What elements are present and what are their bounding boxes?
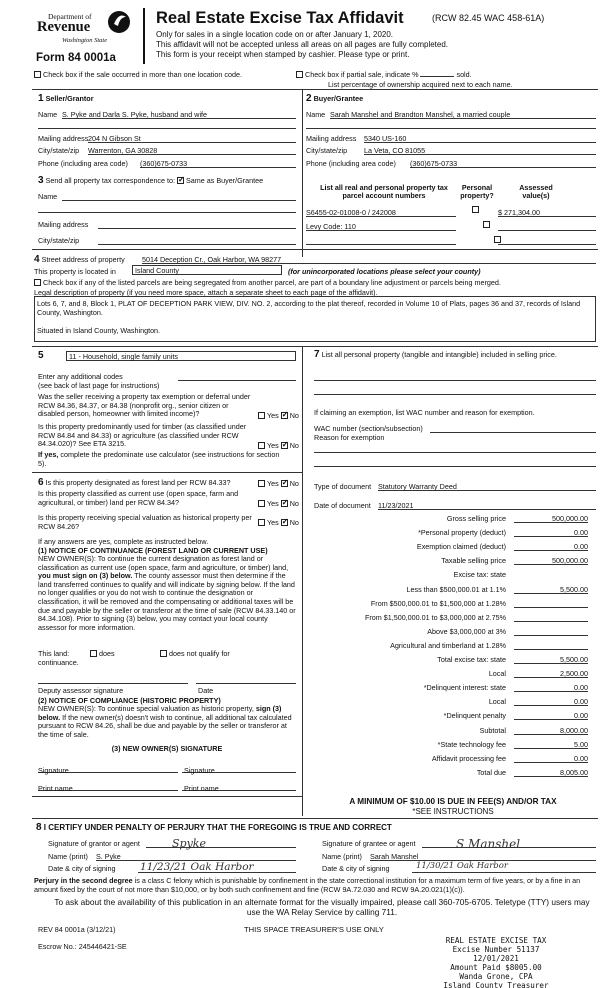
- section8-number: 8: [36, 822, 42, 833]
- new-owner-print2-label: Print name: [184, 784, 219, 793]
- land-does-label: does: [99, 649, 115, 658]
- certify-statement: [36, 822, 392, 833]
- notice-continuance-a: NEW OWNER(S): To continue the current designation as forest land or classification as current use (open space, farm and agriculture, or timber) land,: [38, 554, 289, 572]
- calc-value-field[interactable]: 8,005.00: [514, 768, 588, 777]
- notice-compliance-title: (2) NOTICE OF COMPLIANCE (HISTORIC PROPERTY): [38, 696, 221, 705]
- forest-yes-label: Yes: [267, 479, 279, 488]
- section3-mail-label: Mailing address: [38, 220, 89, 229]
- legal-description-field[interactable]: [34, 296, 596, 342]
- exemption-yes-label: Yes: [267, 411, 279, 420]
- buyer-name-label: Name: [306, 110, 326, 119]
- buyer-name-line2: [306, 128, 596, 129]
- calc-label: Subtotal: [479, 725, 506, 735]
- form-title: Real Estate Excise Tax Affidavit: [156, 9, 404, 27]
- calc-label: Total due: [476, 767, 506, 777]
- calc-label: Local: [488, 697, 506, 707]
- parcel-1-field[interactable]: S6455-02-01008-0 / 242008: [306, 208, 456, 217]
- buyer-city-label: City/state/zip: [306, 146, 348, 155]
- partial-percent-field[interactable]: [420, 70, 454, 77]
- section5-number: 5: [38, 350, 44, 361]
- calc-row: [310, 514, 596, 525]
- calc-row: [310, 613, 596, 624]
- buyer-phone-label: Phone (including area code): [306, 159, 396, 168]
- perjury-text: is a class C felony which is punishable by confinement in the state correctional institution for a maximum term of five years, or by a fine in an amount fixed by the court of not more than $10,000, or by both such confinement and fine (RCW 9A.72.030 and RCW 9A.20.021(1)(c)).: [34, 876, 581, 894]
- stamp-line: Wanda Grone, CPA: [459, 972, 533, 981]
- partial-sale-checkbox[interactable]: [296, 71, 303, 78]
- seller-name-field[interactable]: S. Pyke and Darla S. Pyke, husband and wife: [62, 110, 296, 119]
- land-does-checkbox[interactable]: [90, 650, 97, 657]
- timber-note: [38, 451, 288, 468]
- land-does-not-checkbox[interactable]: [160, 650, 167, 657]
- calc-value-field[interactable]: 0.00: [514, 711, 588, 720]
- calc-value-field[interactable]: 500,000.00: [514, 556, 588, 565]
- buyer-city-field[interactable]: La Veta, CO 81055: [364, 146, 596, 155]
- calc-value-field[interactable]: [514, 599, 588, 608]
- calc-label: From $500,000.01 to $1,500,000 at 1.28%: [370, 598, 506, 608]
- calc-value-field[interactable]: 0.00: [514, 542, 588, 551]
- located-in-label: This property is located in: [34, 267, 116, 276]
- assessed-col-header: Assessed value(s): [519, 183, 553, 200]
- treasurer-use-label: THIS SPACE TREASURER'S USE ONLY: [244, 925, 384, 934]
- exemption-reason-line1[interactable]: [314, 452, 596, 453]
- grantor-name-label: Name (print): [48, 852, 88, 861]
- stamp-line: Island County Treasurer: [443, 981, 549, 988]
- buyer-mail-field[interactable]: 5340 US-160: [364, 134, 596, 143]
- center-rule: [302, 89, 303, 257]
- personal-property-line2[interactable]: [314, 394, 596, 395]
- calc-value-field[interactable]: 0.00: [514, 683, 588, 692]
- calc-label: *Delinquent penalty: [443, 711, 506, 721]
- current-use-yes-label: Yes: [267, 499, 279, 508]
- minimum-fee-note: A MINIMUM OF $10.00 IS DUE IN FEE(S) AND/OR TAX: [349, 797, 557, 806]
- timber-question: Is this property predominantly used for timber (as classified under RCW 84.84 and 84.33) or agriculture (as classified under RCW 84.34.020)? See ETA 3215.: [38, 422, 247, 448]
- calc-row: [310, 627, 596, 638]
- partial-sold-label: sold.: [456, 70, 472, 79]
- calc-row: [310, 585, 596, 596]
- exemption-reason-label: Reason for exemption: [314, 433, 385, 442]
- assessed-2-field[interactable]: [498, 222, 596, 231]
- grantee-signature-field[interactable]: [422, 837, 596, 851]
- section3-city-field[interactable]: [98, 236, 296, 245]
- calc-row: [310, 726, 596, 737]
- county-note: (for unincorporated locations please select your county): [288, 267, 481, 276]
- notice-compliance-body: [38, 705, 296, 739]
- personal-property-list: [314, 350, 564, 359]
- calc-label: Above $3,000,000 at 3%: [427, 626, 506, 636]
- current-use-yes-checkbox[interactable]: [258, 500, 265, 507]
- wac-number-label: WAC number (section/subsection): [314, 424, 423, 433]
- exemption-claim-label: If claiming an exemption, list WAC number and reason for exemption.: [314, 408, 535, 417]
- historic-yes-label: Yes: [267, 518, 279, 527]
- perjury-notice: [34, 877, 598, 894]
- calc-value-field[interactable]: 2,500.00: [514, 669, 588, 678]
- escrow-number: Escrow No.: 245446421-SE: [38, 942, 127, 951]
- partial-list-note: List percentage of ownership acquired next to each name.: [328, 80, 513, 89]
- stamp-line: Amount Paid $8005.00: [450, 963, 542, 972]
- seller-city-label: City/state/zip: [38, 146, 80, 155]
- seller-city-field[interactable]: Warrenton, GA 30828: [88, 146, 296, 155]
- calc-row: [310, 683, 596, 694]
- calc-value-field[interactable]: 500,000.00: [514, 514, 588, 523]
- personal-property-1-checkbox[interactable]: [472, 206, 479, 213]
- calc-value-field[interactable]: 0.00: [514, 754, 588, 763]
- partial-sale-check[interactable]: [296, 70, 472, 79]
- grantee-signature-hw: S Manshel: [456, 837, 521, 851]
- notice-continuance-body: [38, 555, 296, 632]
- deputy-date-line[interactable]: [196, 683, 296, 684]
- header-sub1: Only for sales in a single location code on or after January 1, 2020.: [156, 30, 394, 39]
- new-owner-sig2-label: Signature: [184, 766, 215, 775]
- segregated-label: Check box if any of the listed parcels are being segregated from another parcel, are part of a boundary line adjustment or parcels being merged.: [43, 278, 501, 287]
- section8-rule: [32, 818, 598, 819]
- current-use-yes-no[interactable]: [258, 499, 299, 508]
- section8-rule-left: [32, 796, 302, 797]
- header-sub3: This form is your receipt when stamped by cashier. Please type or print.: [156, 50, 410, 59]
- new-owner-sig1-label: Signature: [38, 766, 69, 775]
- forest-yes-checkbox[interactable]: [258, 480, 265, 487]
- section3-name-line2: [38, 212, 296, 213]
- timber-yes-label: Yes: [267, 441, 279, 450]
- grantee-name-label: Name (print): [322, 852, 362, 861]
- this-land-label: This land:: [38, 649, 70, 658]
- parcel-2-field[interactable]: Levy Code: 110: [306, 222, 456, 231]
- calc-label: Affidavit processing fee: [431, 753, 506, 763]
- stamp-line: REAL ESTATE EXCISE TAX: [445, 936, 547, 945]
- form-rcw: (RCW 82.45 WAC 458-61A): [432, 13, 545, 23]
- current-use-no-label: No: [289, 499, 299, 508]
- calc-row: [310, 556, 596, 567]
- calc-row: [310, 740, 596, 751]
- calc-row: [310, 528, 596, 539]
- calc-label: *State technology fee: [437, 739, 506, 749]
- doc-date-label: Date of document: [314, 501, 371, 510]
- current-use-question: Is this property classified as current use (open space, farm and agricultural, or timber) land per RCW 84.34?: [38, 489, 239, 507]
- doc-type-field[interactable]: Statutory Warranty Deed: [378, 482, 596, 491]
- historic-no-label: No: [289, 518, 299, 527]
- calc-row: [310, 655, 596, 666]
- stamp-line: 12/01/2021: [473, 954, 519, 963]
- notice-continuance-b: you must sign on (3) below.: [38, 571, 133, 581]
- assessed-1-field[interactable]: $ 271,304.00: [498, 208, 596, 217]
- timber-note-text: complete the predominate use calculator (see instructions for section 5).: [38, 450, 280, 468]
- forest-yes-no[interactable]: [258, 479, 299, 488]
- notice-continuance-title: (1) NOTICE OF CONTINUANCE (FOREST LAND OR CURRENT USE): [38, 546, 268, 555]
- county-select[interactable]: Island County: [132, 265, 282, 275]
- logo-dept-line: Department of: [48, 12, 92, 21]
- additional-codes-field[interactable]: [178, 372, 296, 381]
- calc-value-field[interactable]: 0.00: [514, 528, 588, 537]
- historic-yes-no[interactable]: [258, 518, 299, 527]
- exemption-reason-line2[interactable]: [314, 466, 596, 467]
- calc-label: *Personal property (deduct): [418, 528, 506, 538]
- seller-section-number: 1: [38, 93, 44, 104]
- multi-location-label: Check box if the sale occurred in more than one location code.: [43, 70, 242, 79]
- dor-logo: [34, 8, 134, 56]
- grantee-sig-label: Signature of grantee or agent: [322, 839, 416, 848]
- current-use-no-checkbox[interactable]: [281, 500, 288, 507]
- section5-rule: [32, 346, 598, 347]
- calc-value-field[interactable]: 5.00: [514, 740, 588, 749]
- timber-note-bold: If yes,: [38, 450, 59, 459]
- timber-yes-checkbox[interactable]: [258, 442, 265, 449]
- forest-question-text: Is this property designated as forest land per RCW 84.33?: [45, 478, 231, 487]
- deputy-signature-line[interactable]: [38, 683, 188, 684]
- historic-no-checkbox[interactable]: [281, 519, 288, 526]
- new-owner-print1-label: Print name: [38, 784, 73, 793]
- grantor-signature-field[interactable]: [146, 837, 296, 848]
- grantor-date-field[interactable]: [138, 861, 296, 873]
- calc-row: [310, 570, 596, 581]
- calc-label: Less than $500,000.01 at 1.1%: [406, 584, 506, 594]
- street-address-field[interactable]: 5014 Deception Cr., Oak Harbor, WA 98277: [142, 255, 596, 264]
- same-as-buyer-label: Same as Buyer/Grantee: [186, 176, 264, 185]
- calc-label: Total excise tax: state: [437, 655, 506, 664]
- property-use-select[interactable]: 11 - Household, single family units: [66, 351, 296, 361]
- section3-text: Send all property tax correspondence to:: [45, 176, 176, 185]
- calc-value-field[interactable]: 5,500.00: [514, 585, 588, 594]
- calc-label: Excise tax: state: [453, 570, 506, 580]
- buyer-phone-field[interactable]: (360)675-0733: [410, 159, 596, 168]
- street-address-label: Street address of property: [41, 255, 125, 264]
- top-rule: [32, 89, 598, 90]
- section3-mail-field[interactable]: [98, 220, 296, 229]
- calc-label: Local: [488, 669, 506, 679]
- doc-type-label: Type of document: [314, 482, 372, 491]
- logo-swirl-icon: [106, 8, 132, 36]
- exemption-question: Was the seller receiving a property tax exemption or deferral under RCW 84.36, 84.37, or 84.38 (nonprofit org., senior citizen or disabled person, homeowner with limited income)?: [38, 392, 251, 418]
- legal-description-text: Lots 6, 7, and 8, Block 1, PLAT OF DECEPTION PARK VIEW, DIV. NO. 2, according to the plat thereof, recorded in Volume 10 of Plats, pages 36 and 37, records of Island County, Washington.: [37, 299, 581, 317]
- notice-compliance-c: If the new owner(s) doesn't wish to continue, all additional tax calculated pursuant to RCW 84.26, shall be due and payable by the seller or transferor at the time of sale.: [38, 712, 292, 739]
- seller-phone-field[interactable]: (360)675-0733: [140, 159, 296, 168]
- calc-row: [310, 697, 596, 708]
- buyer-mail-label: Mailing address: [306, 134, 357, 143]
- historic-question: Is this property receiving special valuation as historical property per RCW 84.26?: [38, 513, 252, 531]
- section3-name-field[interactable]: [62, 192, 296, 201]
- seller-mail-label: Mailing address: [38, 134, 89, 143]
- any-yes-note: If any answers are yes, complete as instructed below.: [38, 537, 209, 546]
- calc-label: From $1,500,000.01 to $3,000,000 at 2.75%: [364, 612, 506, 622]
- grantee-date-label: Date & city of signing: [322, 864, 390, 873]
- section3-city-label: City/state/zip: [38, 236, 80, 245]
- new-owner-signature-title: (3) NEW OWNER(S) SIGNATURE: [111, 744, 223, 753]
- accessibility-notice: To ask about the availability of this publication in an alternate format for the visually impaired, please call 360-705-6705. Teletype (TTY) users may use the WA Relay Service by calling 711.: [54, 897, 590, 917]
- notice-compliance-b: sign (3) below.: [38, 704, 282, 722]
- seller-name-line2: [38, 128, 296, 129]
- parcel-3-field[interactable]: [306, 236, 456, 245]
- grantor-signature-hw: Spyke: [172, 837, 206, 850]
- forest-question: [38, 477, 231, 488]
- calc-row: [310, 641, 596, 652]
- land-does-check[interactable]: [90, 649, 115, 658]
- deputy-signature-label: Deputy assessor signature: [38, 686, 124, 695]
- calc-row: [310, 754, 596, 765]
- personal-col-header: Personal property?: [460, 183, 494, 200]
- timber-no-checkbox[interactable]: [281, 442, 288, 449]
- legal-desc-label: Legal description of property (if you need more space, attach a separate sheet to each page of the affidavit).: [34, 288, 378, 297]
- treasurer-stamp: [428, 936, 564, 988]
- grantor-date-hw: 11/23/21 Oak Harbor: [140, 861, 254, 873]
- same-as-buyer-checkbox[interactable]: [177, 177, 184, 184]
- form-number: Form 84 0001a: [36, 52, 116, 64]
- calc-label: Taxable selling price: [441, 556, 506, 566]
- calc-value-field[interactable]: 0.00: [514, 697, 588, 706]
- continuance-label: continuance.: [38, 658, 79, 667]
- wac-number-field[interactable]: [430, 424, 596, 433]
- timber-no-label: No: [289, 441, 299, 450]
- section4-number: 4: [34, 254, 40, 265]
- timber-yes-no[interactable]: [258, 441, 299, 450]
- exemption-yes-checkbox[interactable]: [258, 412, 265, 419]
- calc-row: [310, 669, 596, 680]
- see-instructions: *SEE INSTRUCTIONS: [412, 807, 494, 816]
- land-does-not-check[interactable]: [160, 649, 230, 658]
- segregated-checkbox[interactable]: [34, 279, 41, 286]
- buyer-heading-label: Buyer/Grantee: [313, 94, 364, 103]
- stamp-line: Excise Number 51137: [452, 945, 540, 954]
- calc-row: [310, 711, 596, 722]
- calc-label: Agricultural and timberland at 1.28%: [390, 640, 506, 650]
- seller-heading: [38, 93, 94, 104]
- forest-no-label: No: [289, 479, 299, 488]
- perjury-bold: Perjury in the second degree: [34, 876, 133, 885]
- grantor-sig-label: Signature of grantor or agent: [48, 839, 140, 848]
- section4-rule: [32, 249, 598, 250]
- parcel-col-header: List all real and personal property tax parcel account numbers: [320, 183, 448, 200]
- segregated-check[interactable]: [34, 278, 501, 287]
- forest-no-checkbox[interactable]: [281, 480, 288, 487]
- grantee-date-hw: 11/30/21 Oak Harbor: [416, 861, 508, 871]
- additional-codes-note: (see back of last page for instructions): [38, 381, 160, 390]
- deputy-date-label: Date: [198, 686, 214, 695]
- section7-text: List all personal property (tangible and intangible) included in selling price.: [321, 350, 557, 359]
- calc-label: Gross selling price: [446, 514, 506, 523]
- grantee-name-field[interactable]: Sarah Manshel: [370, 852, 596, 861]
- calc-row: [310, 542, 596, 553]
- header-divider: [143, 8, 145, 64]
- section7-number: 7: [314, 349, 320, 360]
- personal-property-2-checkbox[interactable]: [483, 221, 490, 228]
- certify-text: I CERTIFY UNDER PENALTY OF PERJURY THAT THE FOREGOING IS TRUE AND CORRECT: [43, 823, 392, 832]
- header-sub2: This affidavit will not be accepted unless all areas on all pages are fully completed.: [156, 40, 449, 49]
- section3-name-label: Name: [38, 192, 58, 201]
- seller-mail-field[interactable]: 204 N Gibson St: [88, 134, 296, 143]
- seller-phone-label: Phone (including area code): [38, 159, 128, 168]
- calc-value-field[interactable]: [514, 613, 588, 622]
- seller-name-label: Name: [38, 110, 58, 119]
- calc-label: Exemption claimed (deduct): [416, 542, 506, 552]
- revision-label: REV 84 0001a (3/12/21): [38, 925, 116, 934]
- calc-value-field[interactable]: [514, 641, 588, 650]
- legal-description-situated: Situated in Island County, Washington.: [37, 326, 161, 335]
- grantee-date-field[interactable]: [412, 861, 596, 873]
- section6-number: 6: [38, 477, 44, 488]
- grantor-date-label: Date & city of signing: [48, 864, 116, 873]
- exemption-no-checkbox[interactable]: [281, 412, 288, 419]
- calc-value-field[interactable]: 5,500.00: [514, 655, 588, 664]
- section3-number: 3: [38, 175, 44, 186]
- section3-heading: [38, 175, 263, 186]
- buyer-name-field[interactable]: Sarah Manshel and Brandton Manshel, a married couple: [330, 110, 596, 119]
- exemption-no-label: No: [289, 411, 299, 420]
- doc-date-field[interactable]: 11/23/2021: [378, 501, 596, 510]
- calc-label: *Delinquent interest: state: [423, 683, 506, 693]
- notice-continuance-c: The county assessor must then determine if the land transferred continues to qualify and will indicate by signing below. If the land no longer qualifies or you do not wish to continue the designation or classification, it will be removed and the compensating or additional taxes will be due and payable by the seller or transferor at the time of sale (RCW 84.33.140 or 84.34.108). Prior to signing (3) below, you may contact your local county assessor for more information.: [38, 571, 296, 632]
- historic-yes-checkbox[interactable]: [258, 519, 265, 526]
- buyer-section-number: 2: [306, 93, 312, 104]
- logo-state: Washington State: [62, 37, 108, 44]
- partial-sale-label: Check box if partial sale, indicate %: [305, 70, 419, 79]
- calc-value-field[interactable]: 8,000.00: [514, 726, 588, 735]
- calc-value-field[interactable]: [514, 627, 588, 636]
- calc-row: [310, 768, 596, 779]
- center-rule-lower: [302, 346, 303, 816]
- personal-property-line1[interactable]: [314, 380, 596, 381]
- section4-street: [34, 254, 125, 265]
- exemption-yes-no[interactable]: [258, 411, 299, 420]
- assessed-3-field[interactable]: [498, 236, 596, 245]
- multi-location-check[interactable]: [34, 70, 242, 79]
- multi-location-checkbox[interactable]: [34, 71, 41, 78]
- grantor-name-field[interactable]: S. Pyke: [96, 852, 296, 861]
- buyer-heading: [306, 93, 363, 104]
- logo-revenue: Revenue: [37, 19, 91, 35]
- notice-compliance-a: NEW OWNER(S): To continue special valuation as historic property,: [38, 704, 254, 713]
- additional-codes-label: Enter any additional codes: [38, 372, 123, 381]
- section6-rule: [32, 472, 302, 473]
- calc-row: [310, 599, 596, 610]
- land-does-not-label: does not qualify for: [169, 649, 230, 658]
- seller-heading-label: Seller/Grantor: [45, 94, 94, 103]
